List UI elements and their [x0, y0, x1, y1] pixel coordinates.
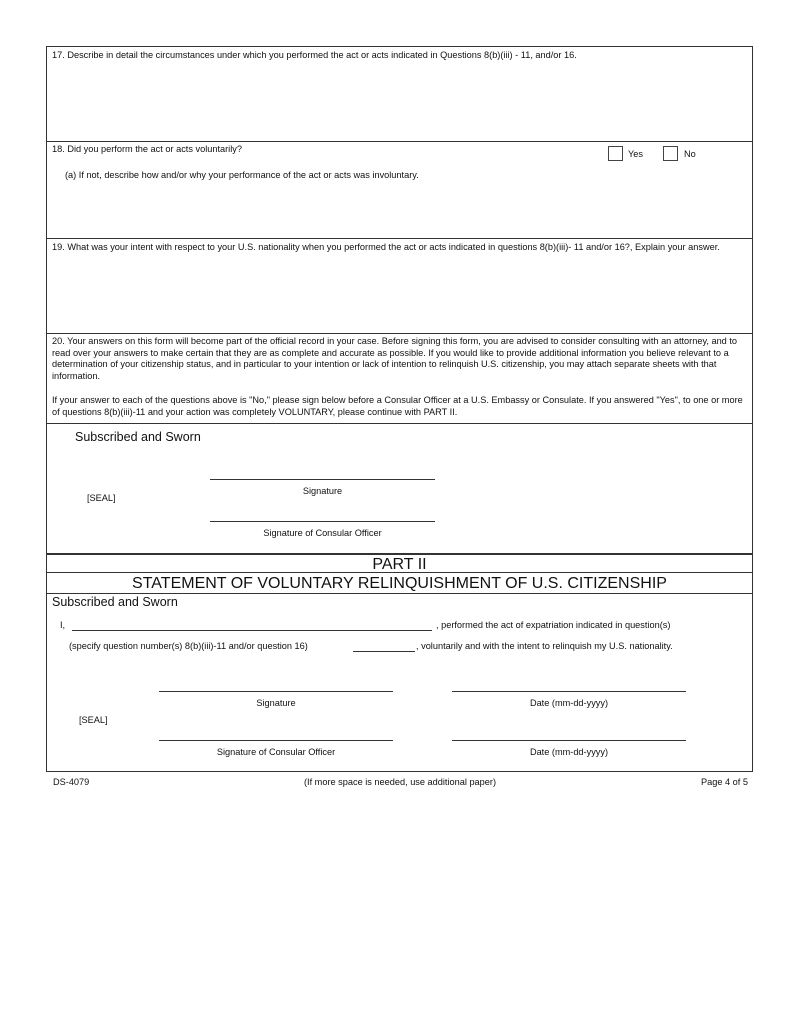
- signature-label: Signature: [302, 486, 343, 496]
- q17-label: 17. Describe in detail the circumstances under which you performed the act or acts indicated in Questions 8(b)(iii) - 11, and/or 16.: [52, 50, 577, 60]
- consular-signature-line[interactable]: [159, 740, 393, 741]
- q18-no-checkbox[interactable]: [663, 146, 678, 161]
- form-number: DS-4079: [53, 777, 90, 787]
- question-number-field[interactable]: [353, 651, 415, 652]
- page-number: Page 4 of 5: [701, 777, 748, 787]
- divider: [46, 593, 753, 594]
- q20-instruction: If your answer to each of the questions above is "No," please sign below before a Consular Officer at a U.S. Embassy or Consulate. If you answered "Yes", to one or more of questions 8(b)(iii)-11 and your action was completely VOLUNTARY, please continue with PART II.: [52, 395, 743, 417]
- part2-heading: PART II: [372, 556, 427, 573]
- q20-text: 20. Your answers on this form will become part of the official record in your case. Before signing this form, you are advised to consider consulting with an attorney, and to read over your answers to make certain that they are as complete and accurate as possible. If you would like to provide additional information you believe relevant to a determination of your citizenship status, and in particular to your intention or lack of intention to relinquish U.S. citizenship, you may attach separate sheets with that information.: [52, 336, 738, 381]
- q18-label: 18. Did you perform the act or acts voluntarily?: [52, 144, 242, 154]
- part2-sworn-title: Subscribed and Sworn: [52, 595, 178, 609]
- line2-prefix: (specify question number(s) 8(b)(iii)-11 and/or question 16): [69, 641, 308, 651]
- seal-label: [SEAL]: [79, 715, 108, 725]
- consular-signature-line[interactable]: [210, 521, 435, 522]
- q18a-label: (a) If not, describe how and/or why your performance of the act or acts was involuntary.: [65, 170, 419, 180]
- divider: [46, 238, 753, 239]
- seal-label: [SEAL]: [87, 493, 116, 503]
- consular-signature-label: Signature of Consular Officer: [263, 528, 382, 538]
- signature-line[interactable]: [210, 479, 435, 480]
- date-label: Date (mm-dd-yyyy): [529, 747, 609, 757]
- divider: [46, 333, 753, 334]
- i-prefix: I,: [60, 620, 66, 630]
- signature-label: Signature: [256, 698, 296, 708]
- footer-note: (If more space is needed, use additional paper): [303, 777, 497, 787]
- part2-title: STATEMENT OF VOLUNTARY RELINQUISHMENT OF U.S. CITIZENSHIP: [132, 575, 667, 592]
- signature-line[interactable]: [159, 691, 393, 692]
- line2-suffix: , voluntarily and with the intent to relinquish my U.S. nationality.: [416, 641, 673, 651]
- name-field[interactable]: [72, 630, 432, 631]
- q19-label: 19. What was your intent with respect to your U.S. nationality when you performed the act or acts indicated in questions 8(b)(iii)- 11 and/or 16?, Explain your answer.: [52, 242, 720, 252]
- line1-suffix: , performed the act of expatriation indicated in question(s): [436, 620, 671, 630]
- consular-signature-label: Signature of Consular Officer: [216, 747, 336, 757]
- q18-yes-label: Yes: [628, 149, 643, 159]
- q18-yes-checkbox[interactable]: [608, 146, 623, 161]
- divider: [46, 141, 753, 142]
- part1-sworn-title: Subscribed and Sworn: [75, 430, 201, 444]
- date-label: Date (mm-dd-yyyy): [529, 698, 609, 708]
- date-line[interactable]: [452, 740, 686, 741]
- date-line[interactable]: [452, 691, 686, 692]
- divider: [46, 423, 753, 424]
- q18-no-label: No: [684, 149, 696, 159]
